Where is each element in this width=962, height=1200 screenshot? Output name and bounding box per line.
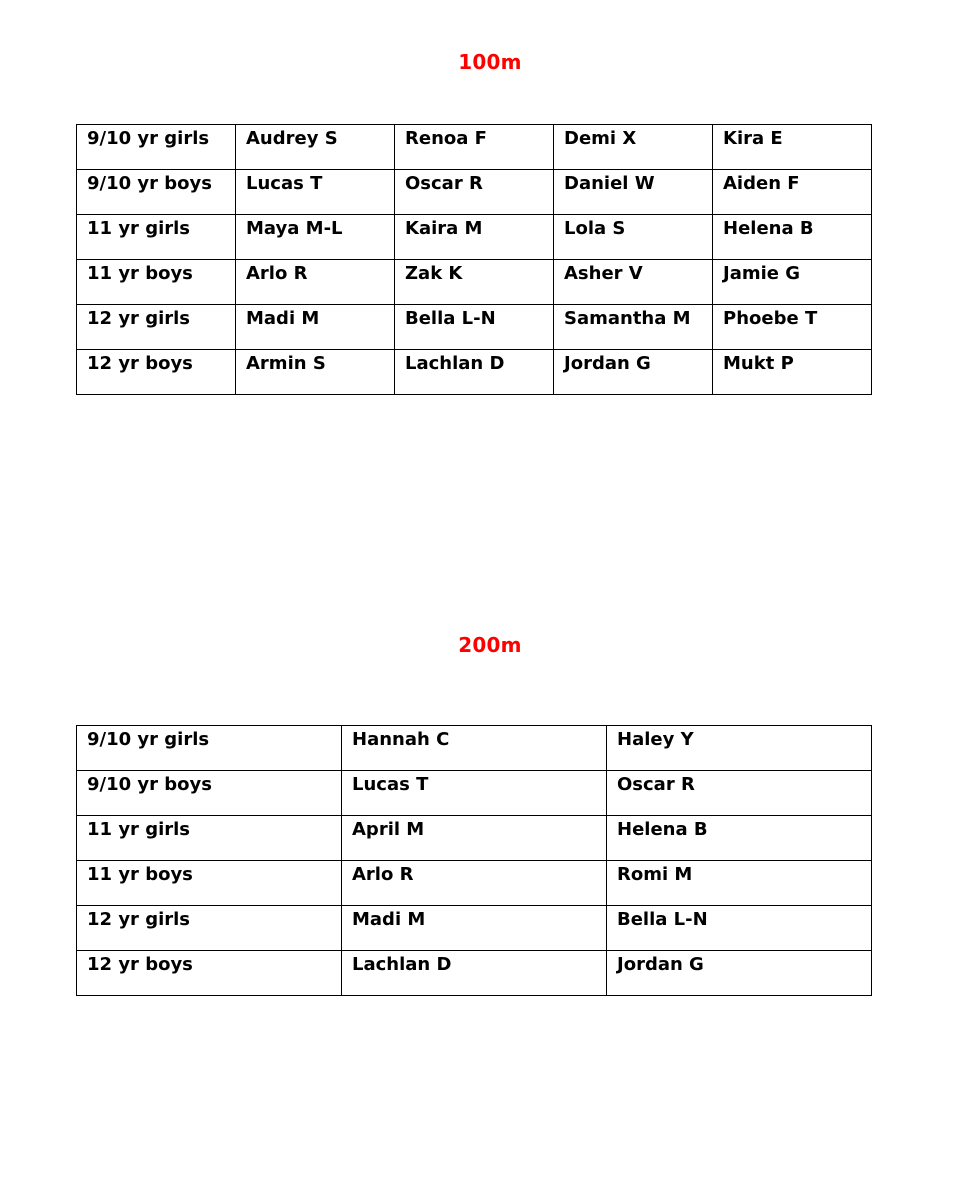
table-row: [77, 771, 872, 816]
table-row: [77, 125, 872, 170]
athlete-name-cell: Lachlan D: [342, 951, 607, 996]
athlete-name-cell: Jordan G: [554, 350, 713, 395]
table-row: [77, 215, 872, 260]
athlete-name-cell: Romi M: [607, 861, 872, 906]
category-cell: 9/10 yr boys: [77, 771, 342, 816]
athlete-name-cell: Bella L-N: [395, 305, 554, 350]
athlete-name-cell: Arlo R: [236, 260, 395, 305]
athlete-name-cell: Samantha M: [554, 305, 713, 350]
athlete-name-cell: Aiden F: [713, 170, 872, 215]
table-row: [77, 951, 872, 996]
category-cell: 9/10 yr girls: [77, 125, 236, 170]
table-row: [77, 260, 872, 305]
athlete-name-cell: Helena B: [607, 816, 872, 861]
table-row: [77, 816, 872, 861]
athlete-name-cell: Helena B: [713, 215, 872, 260]
athlete-name-cell: Jamie G: [713, 260, 872, 305]
athlete-name-cell: Hannah C: [342, 726, 607, 771]
category-cell: 11 yr girls: [77, 215, 236, 260]
category-cell: 11 yr girls: [77, 816, 342, 861]
athlete-name-cell: April M: [342, 816, 607, 861]
athlete-name-cell: Zak K: [395, 260, 554, 305]
category-cell: 12 yr girls: [77, 906, 342, 951]
category-cell: 9/10 yr boys: [77, 170, 236, 215]
athlete-name-cell: Jordan G: [607, 951, 872, 996]
athlete-name-cell: Maya M-L: [236, 215, 395, 260]
category-cell: 11 yr boys: [77, 861, 342, 906]
athlete-name-cell: Armin S: [236, 350, 395, 395]
athlete-name-cell: Renoa F: [395, 125, 554, 170]
athlete-name-cell: Phoebe T: [713, 305, 872, 350]
athlete-name-cell: Asher V: [554, 260, 713, 305]
event-title-200m: 200m: [458, 633, 522, 657]
category-cell: 9/10 yr girls: [77, 726, 342, 771]
athlete-name-cell: Madi M: [236, 305, 395, 350]
category-cell: 12 yr boys: [77, 350, 236, 395]
athlete-name-cell: Audrey S: [236, 125, 395, 170]
athlete-name-cell: Madi M: [342, 906, 607, 951]
category-cell: 12 yr girls: [77, 305, 236, 350]
athlete-name-cell: Arlo R: [342, 861, 607, 906]
table-row: [77, 906, 872, 951]
athlete-name-cell: Mukt P: [713, 350, 872, 395]
athlete-name-cell: Haley Y: [607, 726, 872, 771]
athlete-name-cell: Lachlan D: [395, 350, 554, 395]
athlete-name-cell: Kaira M: [395, 215, 554, 260]
results-table-200m: [76, 725, 872, 996]
athlete-name-cell: Lucas T: [342, 771, 607, 816]
athlete-name-cell: Daniel W: [554, 170, 713, 215]
table-row: [77, 350, 872, 395]
athlete-name-cell: Bella L-N: [607, 906, 872, 951]
athlete-name-cell: Oscar R: [395, 170, 554, 215]
table-row: [77, 305, 872, 350]
athlete-name-cell: Lola S: [554, 215, 713, 260]
category-cell: 12 yr boys: [77, 951, 342, 996]
athlete-name-cell: Lucas T: [236, 170, 395, 215]
results-table-100m: [76, 124, 872, 395]
athlete-name-cell: Kira E: [713, 125, 872, 170]
athlete-name-cell: Demi X: [554, 125, 713, 170]
table-row: [77, 726, 872, 771]
table-row: [77, 170, 872, 215]
athlete-name-cell: Oscar R: [607, 771, 872, 816]
event-title-100m: 100m: [458, 50, 522, 74]
category-cell: 11 yr boys: [77, 260, 236, 305]
table-row: [77, 861, 872, 906]
